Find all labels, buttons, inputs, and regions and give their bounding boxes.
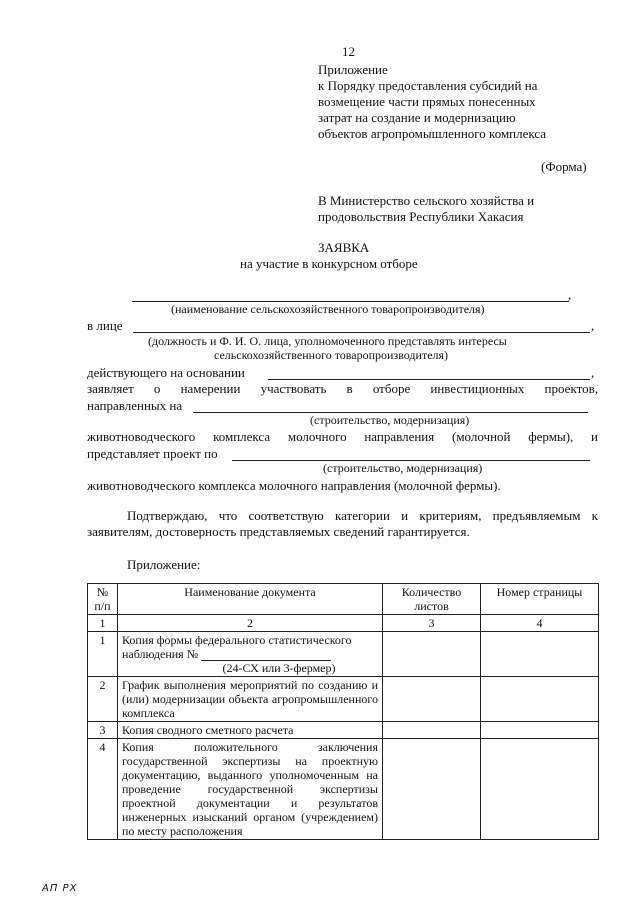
row-document [118, 632, 383, 677]
row-page [481, 722, 599, 739]
form-label: (Форма) [541, 159, 587, 174]
livestock-text-1: животноводческого комплекса молочного направления (молочной фермы), и [87, 429, 598, 444]
attachments-table [87, 583, 599, 840]
table-column-numbers [88, 615, 599, 632]
acting-basis-label: действующего на основании [87, 365, 245, 380]
person-line [133, 332, 590, 333]
row-page [481, 739, 599, 840]
header-num: № п/п [88, 584, 118, 615]
document-title: ЗАЯВКА [318, 240, 370, 255]
build-caption-1: (строительство, модернизация) [310, 413, 470, 427]
row-sheets [383, 677, 481, 722]
row-sheets [383, 722, 481, 739]
comma: , [591, 365, 595, 380]
declares-text: заявляет о намерении участвовать в отборе инвестиционных проектов, [87, 381, 598, 396]
comma: , [568, 287, 572, 302]
directed-to-label: направленных на [87, 398, 183, 413]
appendix-line: затрат на создание и модернизацию [318, 110, 516, 125]
row-sheets [383, 632, 481, 677]
col-number: 4 [481, 615, 599, 632]
build-caption-2: (строительство, модернизация) [323, 461, 483, 475]
in-person-label: в лице [87, 318, 123, 333]
row-page [481, 677, 599, 722]
table-row [88, 722, 599, 739]
row-sheets [383, 739, 481, 840]
row-num: 4 [88, 739, 118, 840]
header-page: Номер страницы [481, 584, 599, 615]
basis-line [268, 379, 590, 380]
col-number: 2 [118, 615, 383, 632]
row-num: 3 [88, 722, 118, 739]
header-name: Наименование документа [118, 584, 383, 615]
form-number-blank [201, 648, 331, 661]
person-caption-1: (должность и Ф. И. О. лица, уполномоченного представлять интересы [148, 334, 507, 348]
row-document-note: (24-СХ или 3-фермер) [222, 661, 336, 675]
appendix-line: Приложение [318, 62, 388, 77]
addressee-line: продовольствия Республики Хакасия [318, 209, 524, 224]
attachment-label: Приложение: [127, 557, 201, 572]
comma: , [591, 318, 595, 333]
appendix-block [318, 62, 546, 142]
page-number: 12 [342, 44, 355, 59]
livestock-text-2: животноводческого комплекса молочного направления (молочной фермы). [87, 478, 501, 493]
appendix-line: возмещение части прямых понесенных [318, 94, 536, 109]
confirmation-line-2: заявителям, достоверность представляемых сведений гарантируется. [87, 524, 470, 539]
footer-mark: АП РХ [42, 883, 78, 894]
row-num: 1 [88, 632, 118, 677]
row-document-name: Копия формы федерального статистического наблюдения № [122, 633, 352, 661]
row-document-name: Копия положительного заключения государственной экспертизы на проектную документацию, выданного уполномоченным на проведение государственной экспертизы проектной документации и результатов инженерных изысканий органом (учреждением) по месту расположения [118, 739, 383, 840]
document-subtitle: на участие в конкурсном отборе [240, 256, 418, 271]
table-row [88, 739, 599, 840]
row-num: 2 [88, 677, 118, 722]
row-document-name: График выполнения мероприятий по созданию и (или) модернизации объекта агропромышленного комплекса [118, 677, 383, 722]
table-row [88, 632, 599, 677]
col-number: 1 [88, 615, 118, 632]
addressee-line: В Министерство сельского хозяйства и [318, 193, 535, 208]
addressee-block [318, 193, 534, 225]
table-header-row [88, 584, 599, 615]
appendix-line: к Порядку предоставления субсидий на [318, 78, 538, 93]
table-row [88, 677, 599, 722]
presents-project-label: представляет проект по [87, 446, 218, 461]
row-page [481, 632, 599, 677]
header-sheets: Количество листов [383, 584, 481, 615]
confirmation-line-1: Подтверждаю, что соответствую категории и критериям, предъявляемым к [127, 508, 598, 523]
producer-caption: (наименование сельскохозяйственного товаропроизводителя) [171, 302, 485, 316]
row-document-name: Копия сводного сметного расчета [118, 722, 383, 739]
appendix-line: объектов агропромышленного комплекса [318, 126, 547, 141]
person-caption-2: сельскохозяйственного товаропроизводителя) [214, 348, 449, 362]
col-number: 3 [383, 615, 481, 632]
